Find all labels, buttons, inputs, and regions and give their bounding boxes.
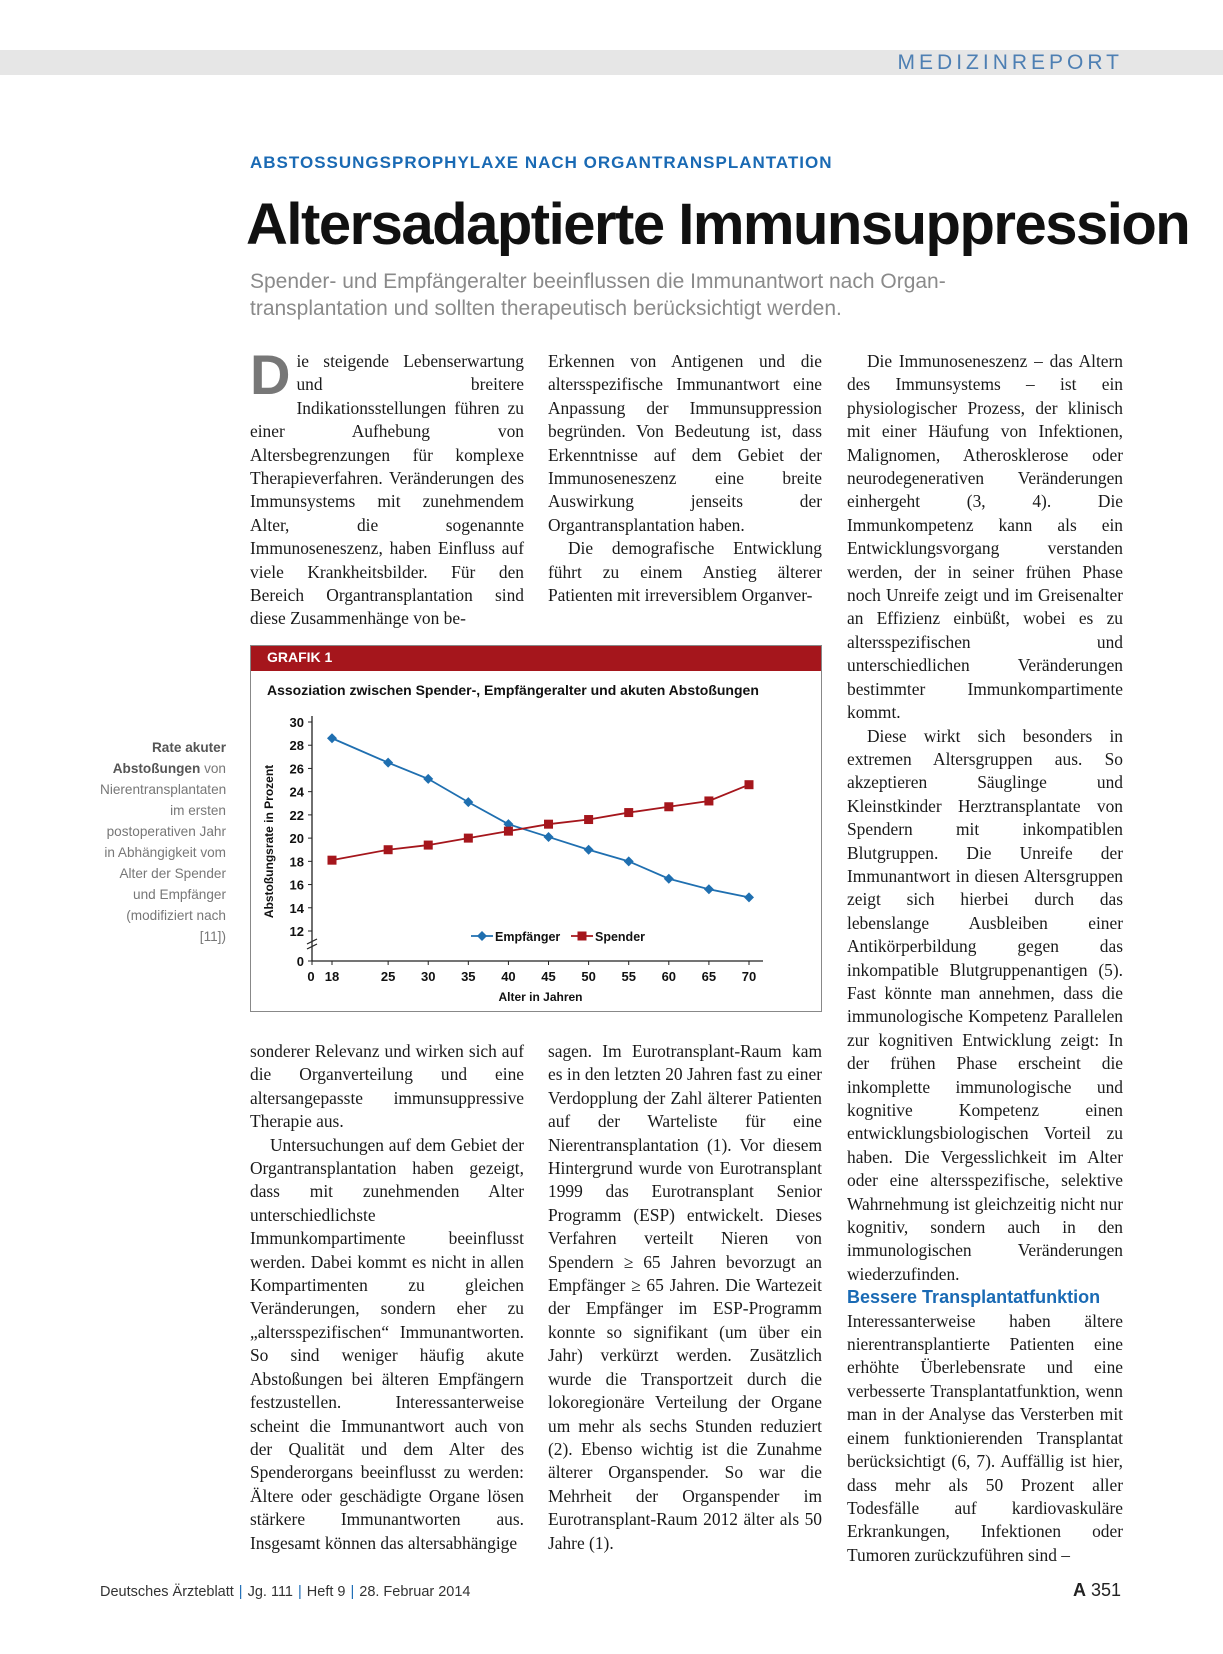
- paragraph: Die demografische Entwicklung führt zu einem Anstieg älterer Patienten mit irreversiblem Organver-: [548, 538, 822, 606]
- data-point: [664, 802, 673, 811]
- x-tick-label: 65: [701, 969, 717, 984]
- separator: |: [350, 1584, 355, 1600]
- data-point: [384, 845, 393, 854]
- x-tick-label: 60: [661, 969, 677, 984]
- y-tick-label: 0: [296, 954, 304, 969]
- y-tick-label: 12: [289, 924, 304, 939]
- footer: [100, 1584, 471, 1600]
- article-kicker: ABSTOSSUNGSPROPHYLAXE NACH ORGANTRANSPLANTATION: [250, 153, 833, 172]
- separator: |: [238, 1584, 243, 1600]
- x-tick-label: 35: [461, 969, 476, 984]
- data-point: [504, 827, 513, 836]
- article-title: Altersadaptierte Immunsuppression: [246, 192, 1190, 257]
- paragraph: ie steigende Lebenserwartung und breitere Indikationsstellungen führen zu einer Aufhebung von Altersbegrenzungen für komplexe Therapieverfahren. Veränderungen des Immunsystems mit zunehmendem Alter, die sogenannte Immunoseneszenz, haben Einfluss auf viele Krankheitsbilder. Für den Bereich Organtransplantation sind diese Zusammenhänge von be-: [250, 351, 524, 629]
- y-axis-label: Abstoßungsrate in Prozent: [262, 764, 276, 919]
- x-tick-label: 25: [380, 969, 396, 984]
- x-axis-label: Alter in Jahren: [498, 990, 583, 1004]
- paragraph: sonderer Relevanz und wirken sich auf die Organverteilung und eine altersangepasste immunsuppressive Therapie aus.: [250, 1041, 524, 1132]
- data-point: [744, 892, 754, 902]
- separator: |: [298, 1584, 302, 1600]
- article-subtitle: Spender- und Empfängeralter beeinflussen die Immunantwort nach Organ-transplantation und sollten therapeutisch berücksichtigt werden.: [250, 270, 946, 320]
- page-prefix: A: [1072, 1580, 1086, 1600]
- y-tick-label: 18: [289, 854, 304, 870]
- y-tick-label: 14: [289, 900, 304, 916]
- data-point: [424, 841, 433, 850]
- paragraph: Interessanterweise haben ältere nierentransplantierte Patienten eine erhöhte Überlebensrate und eine verbesserte Transplantatfunktion, wenn man in der Analyse das Versterben mit einem funktionierenden Transplantat berücksichtigt (6, 7). Auffällig ist hier, dass mehr als 50 Prozent aller Todesfälle auf kardiovaskuläre Erkrankungen, Infektionen oder Tumoren zurückzuführen sind –: [847, 1310, 1123, 1565]
- series-line-spender: [332, 785, 749, 860]
- data-point: [704, 884, 714, 894]
- y-tick-label: 16: [289, 877, 304, 893]
- column-1-bottom: [250, 1040, 524, 1555]
- legend-marker: [477, 931, 487, 941]
- y-tick-label: 28: [289, 738, 304, 754]
- column-3: [847, 350, 1123, 1567]
- x-tick-label: 55: [621, 969, 636, 984]
- page-number-value: 351: [1090, 1580, 1121, 1600]
- issue-date: 28. Februar 2014: [359, 1584, 471, 1600]
- legend-marker: [578, 932, 587, 941]
- data-point: [463, 797, 473, 807]
- y-tick-label: 20: [289, 831, 304, 847]
- data-point: [584, 815, 593, 824]
- x-tick-label: 70: [741, 969, 757, 984]
- dropcap: D: [250, 343, 291, 406]
- legend-label: Empfänger: [495, 930, 561, 944]
- data-point: [704, 796, 713, 805]
- journal-name: Deutsches Ärzteblatt: [100, 1584, 234, 1600]
- y-tick-label: 30: [289, 715, 304, 730]
- paragraph: sagen. Im Eurotransplant-Raum kam es in den letzten 20 Jahren fast zu einer Verdopplung der Zahl älterer Patienten auf der Warteliste für eine Nierentransplantation (1). Vor diesem Hintergrund wurde von Eurotransplant 1999 das Eurotransplant Senior Programm (ESP) entwickelt. Dieses Verfahren verteilt Nieren von Spendern ≥ 65 Jahren bevorzugt an Empfänger ≥ 65 Jahren. Die Wartezeit der Empfänger im ESP-Programm konnte so signifikant (um über ein Jahr) verkürzt werden. Zusätzlich wurde die Transportzeit durch die lokoregionäre Verteilung der Organe um mehr als sechs Stunden reduziert (2). Ebenso wichtig ist die Zunahme älterer Organspender. So war die Mehrheit der Organspender im Eurotransplant-Raum 2012 älter als 50 Jahre (1).: [548, 1041, 822, 1553]
- volume: Jg. 111: [247, 1584, 293, 1600]
- x-tick-label: 40: [501, 969, 516, 984]
- paragraph: Erkennen von Antigenen und die altersspezifische Immunantwort eine Anpassung der Immunsuppression begründen. Von Bedeutung ist, dass Erkenntnisse auf dem Gebiet der Immunoseneszenz eine breite Auswirkung jenseits der Organtransplantation haben.: [548, 351, 822, 535]
- paragraph: Die Immunoseneszenz – das Altern des Immunsystems – ist ein physiologischer Prozess, der klinisch mit einer Häufung von Infektionen, Malignomen, Atherosklerose oder neurodegenerativen Veränderungen einhergeht (3, 4). Die Immunkompetenz kann als ein Entwicklungsvorgang verstanden werden, der in seiner frühen Phase noch Unreife zeigt und im Greisenalter an Effizienz einbüßt, wobei es zu altersspezifischen und unterschiedlichen Veränderungen bestimmter Immunkompartimente kommt.: [847, 351, 1123, 723]
- y-tick-label: 22: [289, 807, 304, 823]
- column-1-top: [250, 343, 524, 631]
- data-point: [383, 758, 393, 768]
- data-point: [544, 820, 553, 829]
- legend-label: Spender: [595, 930, 646, 944]
- x-tick-label: 0: [307, 969, 315, 984]
- data-point: [327, 733, 337, 743]
- issue: Heft 9: [306, 1584, 346, 1600]
- y-tick-label: 24: [289, 784, 304, 800]
- paragraph: Untersuchungen auf dem Gebiet der Organtransplantation haben gezeigt, dass mit zunehmenden Alter unterschiedlichste Immunkompartimente beeinflusst werden. Dabei kommt es nicht in allen Kompartimenten zu gleichen Veränderungen, sondern eher zu „altersspezifischen“ Immunantworten. So sind weniger häufig akute Abstoßungen bei älteren Empfängern festzustellen. Interessanterweise scheint die Immunantwort auch von der Qualität und dem Alter des Spenderorgans beeinflusst zu werden: Ältere oder geschädigte Organe lösen stärkere Immunantworten aus. Insgesamt können das altersabhängige: [250, 1134, 524, 1553]
- data-point: [464, 834, 473, 843]
- section-heading: Bessere Transplantatfunktion: [847, 1287, 1101, 1308]
- page-number: [1073, 1580, 1121, 1601]
- y-tick-label: 26: [289, 761, 304, 777]
- data-point: [624, 856, 634, 866]
- x-tick-label: 30: [420, 969, 436, 984]
- x-tick-label: 45: [541, 969, 556, 984]
- data-point: [544, 832, 554, 842]
- caption-bold: Rate akuter Abstoßungen: [112, 740, 226, 776]
- figure-caption: [100, 737, 226, 947]
- figure-label: GRAFIK 1: [267, 649, 333, 665]
- paragraph: Diese wirkt sich besonders in extremen Altersgruppen aus. So akzeptieren Säuglinge und Kleinstkinder Herztransplantate von Spendern mit inkompatiblen Blutgruppen. Die Unreife der Immunantwort in diesen Altersgruppen zeigt sich hierbei durch das lebenslange Ausbleiben einer Antikörperbildung gegen das inkompatible Blutgruppenantigen (5). Fast könnte man annehmen, dass die immunologische Kompetenz Parallelen zur kognitiven Entwicklung zeigt: In der frühen Phase erscheint die inkomplette immunologische und kognitive Kompetenz einen entwicklungsbiologischen Vorteil zu haben. Die Vergesslichkeit im Alter oder eine altersspezifische, selektive Wahrnehmung ist gleichzeitig nicht nur kognitiv, sondern auch in den immunologischen Veränderungen wiederzufinden.: [847, 725, 1123, 1284]
- data-point: [423, 774, 433, 784]
- figure-label-bar: [251, 646, 821, 671]
- figure-box: [250, 645, 822, 1012]
- x-tick-label: 18: [324, 969, 340, 984]
- data-point: [584, 845, 594, 855]
- series-line-empfänger: [332, 738, 749, 897]
- data-point: [664, 874, 674, 884]
- section-label: MEDIZINREPORT: [897, 51, 1123, 74]
- data-point: [745, 780, 754, 789]
- caption-text: von Nierentransplantaten im ersten postoperativen Jahr in Abhängigkeit vom Alter der Spender und Empfänger (modifiziert nach [11]): [100, 761, 227, 944]
- data-point: [328, 856, 337, 865]
- line-chart: [251, 706, 821, 1011]
- data-point: [624, 808, 633, 817]
- column-2-top: [548, 350, 822, 607]
- column-2-bottom: [548, 1040, 822, 1555]
- chart-title: Assoziation zwischen Spender-, Empfängeralter und akuten Abstoßungen: [267, 682, 759, 698]
- x-tick-label: 50: [581, 969, 596, 984]
